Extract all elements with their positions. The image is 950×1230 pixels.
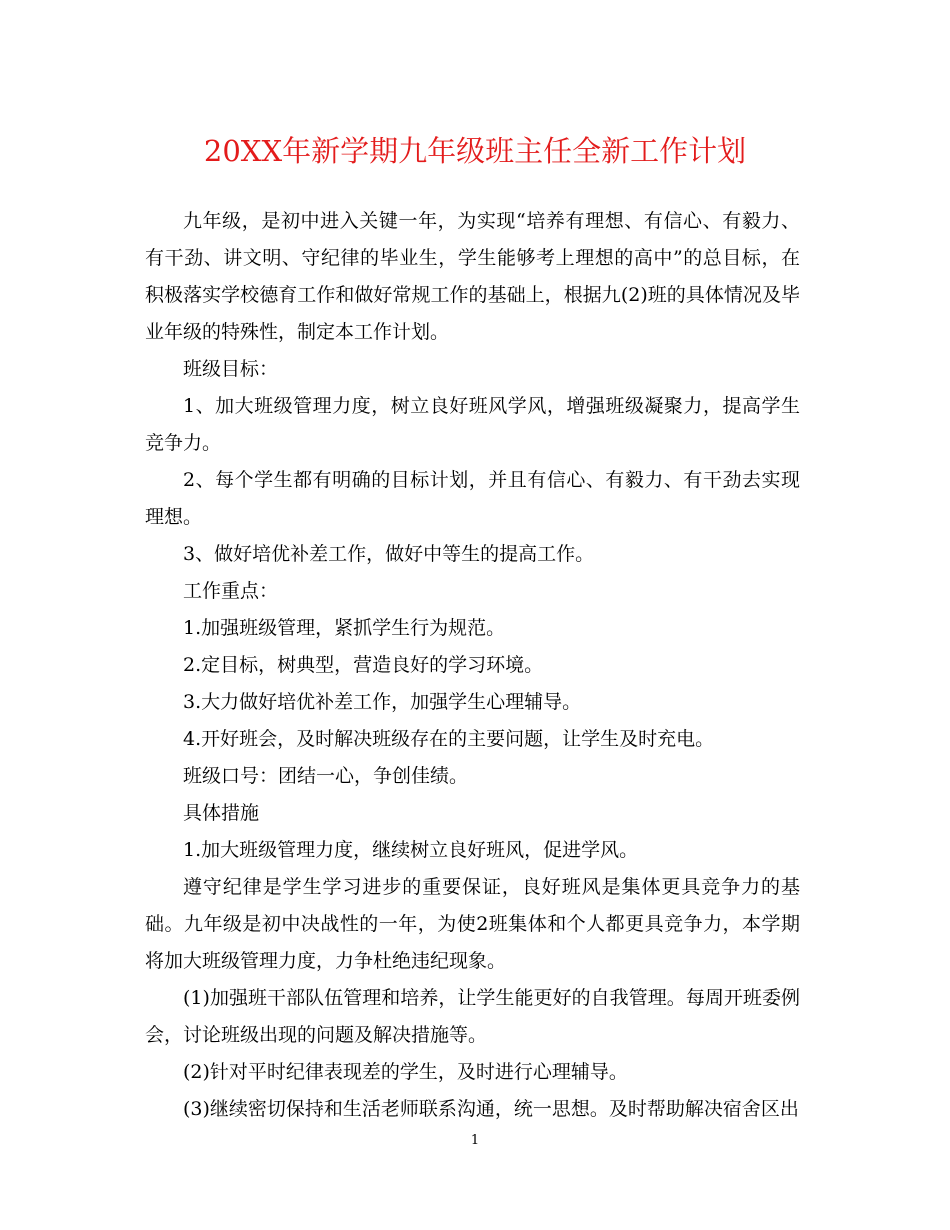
document-body [145,203,800,1128]
paragraph-goal-2: 2、每个学生都有明确的目标计划，并且有信心、有毅力、有干劲去实现理想。 [145,469,800,528]
paragraph-focus-2: 2.定目标，树典型，营造良好的学习环境。 [183,654,544,676]
paragraph-work-focus-heading: 工作重点： [183,580,279,602]
page-number: 1 [470,1133,480,1148]
paragraph-measure-1: 1.加大班级管理力度，继续树立良好班风，促进学风。 [183,839,639,861]
paragraph-class-slogan: 班级口号：团结一心，争创佳绩。 [183,765,469,787]
paragraph-discipline: 遵守纪律是学生学习进步的重要保证，良好班风是集体更具竞争力的基础。九年级是初中决战性的一年，为使2班集体和个人都更具竞争力，本学期将加大班级管理力度，力争杜绝违纪现象。 [145,876,800,972]
document-title: 20XX年新学期九年级班主任全新工作计划 [203,134,747,168]
paragraph-focus-3: 3.大力做好培优补差工作，加强学生心理辅导。 [183,691,582,713]
paragraph-measure-1-3: (3)继续密切保持和生活老师联系沟通，统一思想。及时帮助解决宿舍区出 [183,1098,799,1120]
paragraph-intro: 九年级，是初中进入关键一年，为实现“培养有理想、有信心、有毅力、有干劲、讲文明、守纪律的毕业生，学生能够考上理想的高中”的总目标，在积极落实学校德育工作和做好常规工作的基础上，根据九(2)班的具体情况及毕业年级的特殊性，制定本工作计划。 [145,210,800,343]
paragraph-goal-1: 1、加大班级管理力度，树立良好班风学风，增强班级凝聚力，提高学生竞争力。 [145,395,800,454]
paragraph-measures-heading: 具体措施 [183,802,260,824]
paragraph-class-goals-heading: 班级目标： [183,358,279,380]
paragraph-goal-3: 3、做好培优补差工作，做好中等生的提高工作。 [183,543,595,565]
paragraph-measure-1-2: (2)针对平时纪律表现差的学生，及时进行心理辅导。 [183,1061,628,1083]
paragraph-focus-1: 1.加强班级管理，紧抓学生行为规范。 [183,617,506,639]
paragraph-focus-4: 4.开好班会，及时解决班级存在的主要问题，让学生及时充电。 [183,728,715,750]
paragraph-measure-1-1: (1)加强班干部队伍管理和培养，让学生能更好的自我管理。每周开班委例会，讨论班级出现的问题及解决措施等。 [145,987,800,1046]
